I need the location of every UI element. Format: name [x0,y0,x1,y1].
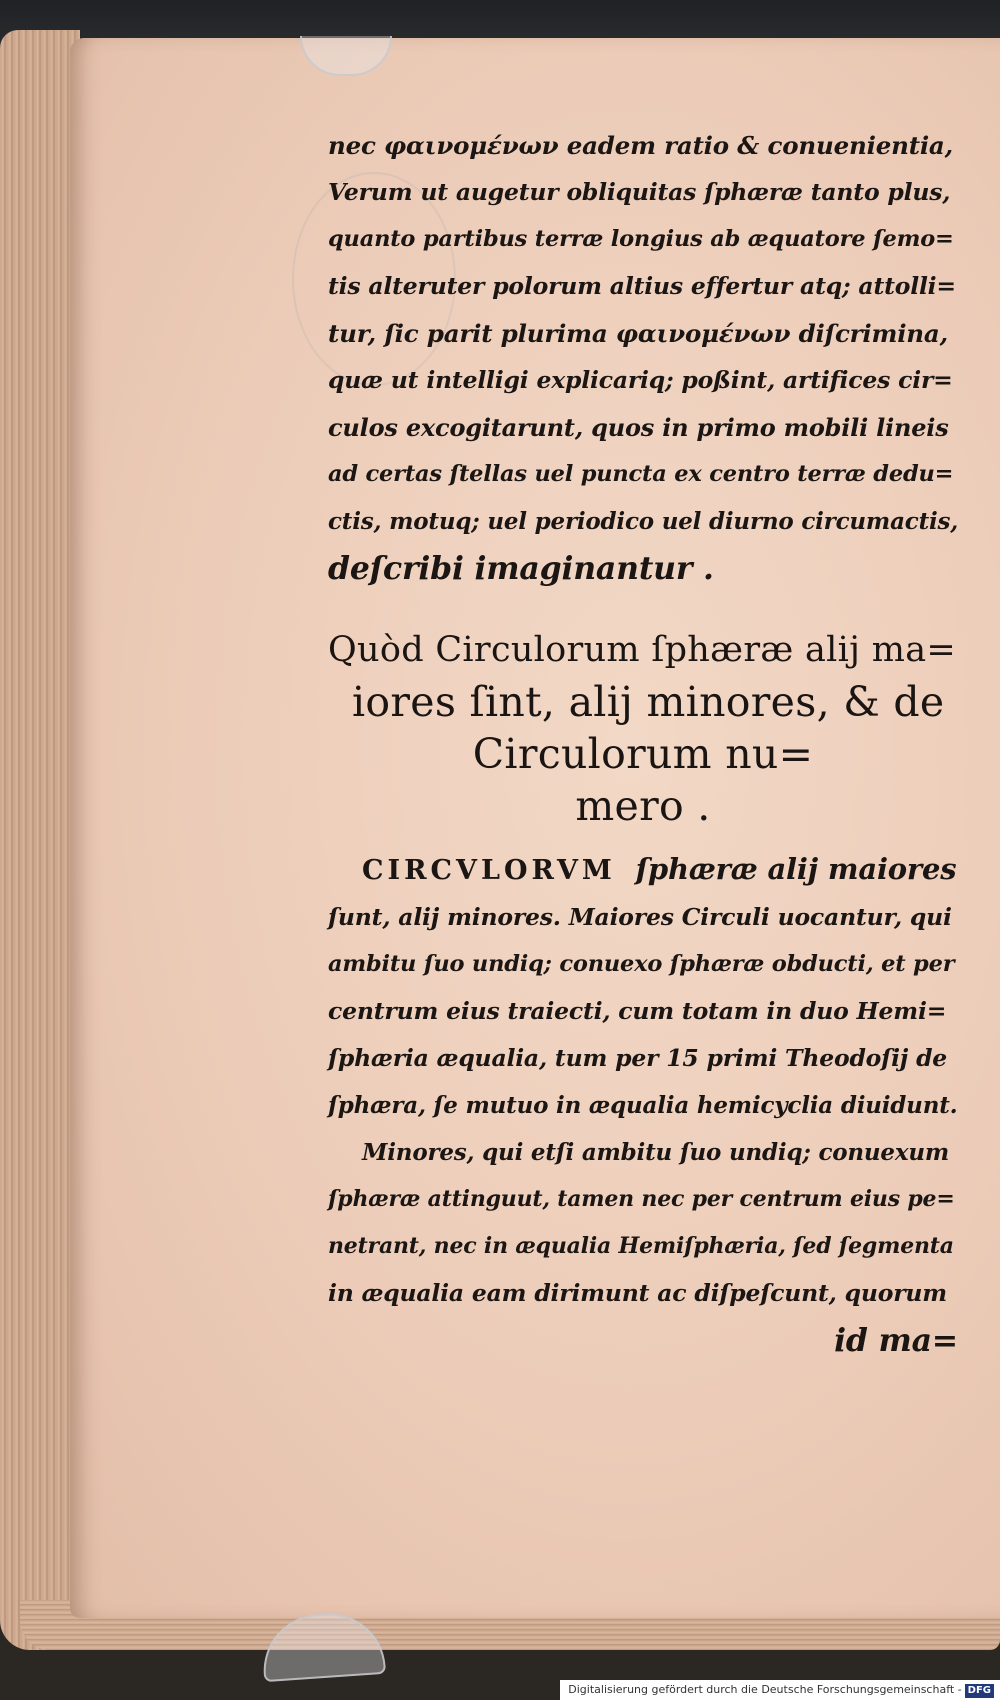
paragraph-circulorum [328,846,958,1129]
text-line: ad certas ſtellas uel puncta ex centro terræ dedu= [328,461,954,487]
paragraph-minores [328,1129,958,1364]
text-line: in æqualia eam dirimunt ac diſpeſcunt, quorum [328,1279,947,1307]
text-line: Verum ut augetur obliquitas ſphæræ tanto plus, [328,178,951,206]
text-line: ſphæria æqualia, tum per 15 primi Theodoſij de [328,1044,948,1072]
initial-caps-word: CIRCVLORVM [362,855,616,886]
text-line: quanto partibus terræ longius ab æquatore ſemo= [328,226,954,252]
dfg-logo-badge: DFG [965,1684,994,1698]
section-heading [328,624,958,832]
text-line: quæ ut intelligi explicariq; poßint, artifices cir= [328,366,953,394]
text-line: netrant, nec in æqualia Hemiſphæria, ſed ſegmenta [328,1233,954,1259]
digitization-footer [560,1680,1000,1700]
heading-line: Circulorum nu= [472,730,814,778]
text-line: culos excogitarunt, quos in primo mobili lineis [328,413,949,442]
text-line: ambitu ſuo undiq; conuexo ſphæræ obducti, et per [328,951,955,977]
text-line: ctis, motuq; uel periodico uel diurno circumactis, [328,508,959,535]
text-line: ſphæra, ſe mutuo in æqualia hemicyclia diuidunt. [328,1092,958,1119]
text-line: ſunt, alij minores. Maiores Circuli uocantur, qui [328,903,952,931]
page-text [328,122,958,1364]
first-line-rest: ſphæræ alij maiores [635,852,957,886]
text-line: centrum eius traiecti, cum totam in duo Hemi= [328,997,947,1025]
page-edges-left [0,30,80,1650]
paragraph-top [328,122,958,592]
heading-line: iores ſint, alij minores, & de [352,678,945,726]
text-line: deſcribi imaginantur . [328,550,714,587]
heading-line: mero . [575,782,711,830]
catchword: id ma= [834,1322,958,1359]
text-line-first [328,846,958,894]
heading-line: Quòd Circulorum ſphæræ alij ma= [328,630,957,670]
text-line: nec φαινομένων eadem ratio & conuenientia, [328,131,953,160]
text-line: ſphæræ attinguut, tamen nec per centrum eius pe= [328,1186,955,1212]
text-line: Minores, qui etſi ambitu ſuo undiq; conuexum [362,1139,950,1166]
footer-text: Digitalisierung gefördert durch die Deutsche Forschungsgemeinschaft - [568,1683,962,1696]
text-line: tis alteruter polorum altius effertur atq; attolli= [328,272,956,300]
text-line: tur, ſic parit plurima φαινομένων diſcrimina, [328,319,948,348]
